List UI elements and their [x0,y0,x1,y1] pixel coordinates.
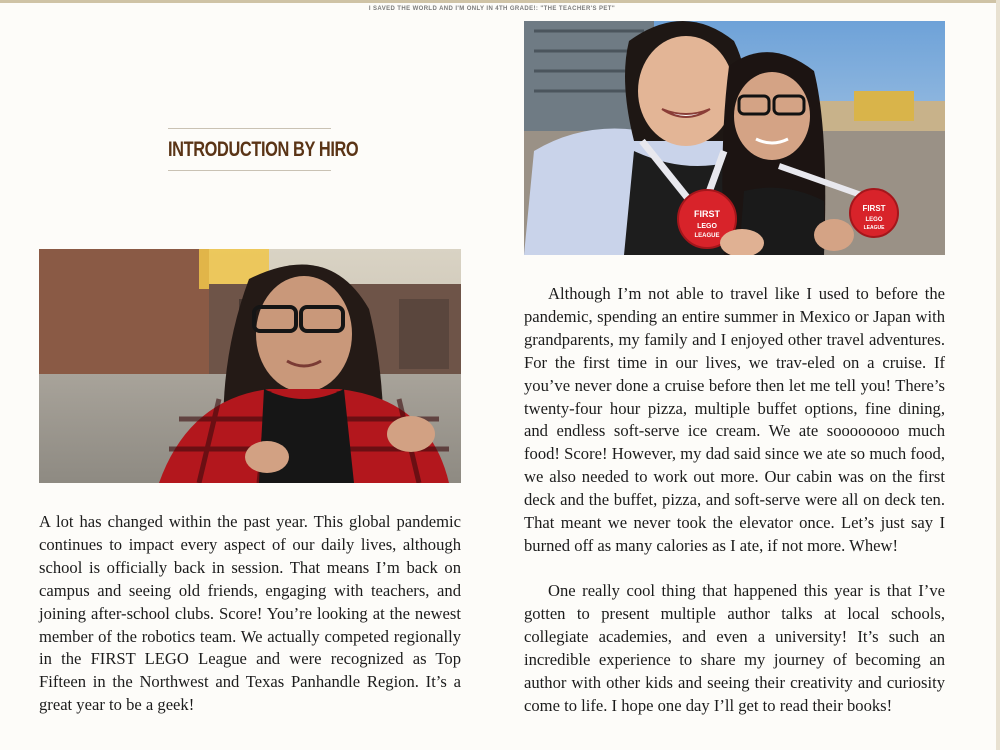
medal-photo [524,21,945,255]
intro-paragraph-left: A lot has changed within the past year. This global pandemic continues to impact every aspect of our daily lives, although school is officially back in session. That means I’m back on campus and seeing old friends, engaging with teachers, and joining after-school clubs. Score! You’re looking at the newest member of the robotics team. We actually competed regionally in the FIRST LEGO League and were recognized as Top Fifteen in the Northwest and Texas Panhandle Region. It’s a great year to be a geek! [39,512,461,715]
svg-text:FIRST: FIRST [694,209,720,219]
heading-block [168,128,359,171]
page-top-border [0,0,1000,3]
hiro-photo [39,249,461,483]
svg-text:LEAGUE: LEAGUE [694,233,720,239]
chapter-heading: INTRODUCTION BY HIRO [168,137,359,161]
photo-mother-daughter-medals-icon [524,21,945,255]
svg-text:LEGO: LEGO [697,223,717,230]
svg-text:LEGO: LEGO [865,217,883,223]
page-right-edge [996,0,1000,750]
intro-paragraph-right-2: One really cool thing that happened this year is that I’ve gotten to present multiple author talks at local schools, collegiate academies, and even a university! It’s such an incredible experience to share my journey of becoming an author with other kids and seeing their creativity and curiosity come to life. I hope one day I’ll get to read their books! [524,581,945,715]
svg-text:LEAGUE: LEAGUE [863,225,885,231]
intro-paragraph-right-1: Although I’m not able to travel like I used to before the pandemic, spending an entire summer in Mexico or Japan with grandparents, my family and I enjoyed other travel adventures. For the first time in our lives, we trav-eled on a cruise. If you’ve never done a cruise before then let me tell you! There’s twenty-four hour pizza, multiple buffet options, fine dining, and endless soft-serve ice cream. We ate soooooooo much food! Score! However, my dad said since we ate so much food, we also needed to work out more. Our cabin was on the first deck and the buffet, pizza, and soft-serve were all on deck ten. That meant we never took the elevator once. Let’s just say I burned off as many calories as I ate, if not more. Whew! [524,284,945,555]
svg-text:FIRST: FIRST [862,204,886,213]
photo-girl-jacket-icon [39,249,461,483]
running-head: I SAVED THE WORLD AND I'M ONLY IN 4TH GRADE!: "THE TEACHER'S PET" [368,6,616,12]
